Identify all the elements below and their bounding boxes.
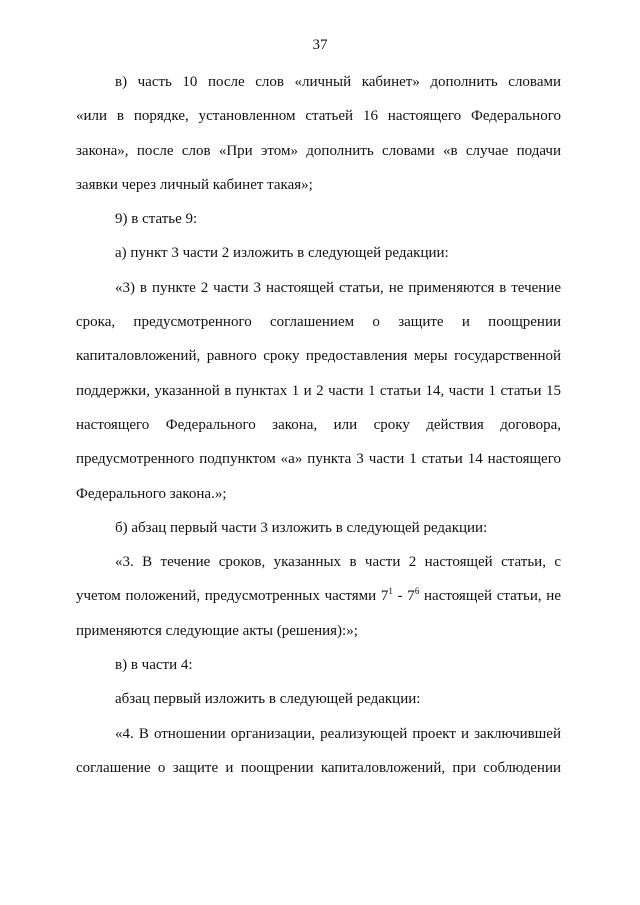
text-line: поддержки, указанной в пунктах 1 и 2 части 1 статьи 14, части 1 статьи 15 bbox=[76, 382, 561, 399]
text-segment: учетом положений, предусмотренных частями 7 bbox=[76, 588, 389, 605]
text-line: настоящего Федерального закона, или сроку действия договора, bbox=[76, 416, 561, 433]
text-line: 9) в статье 9: bbox=[115, 211, 198, 228]
text-segment: настоящей статьи, не bbox=[419, 588, 561, 605]
text-line-with-superscripts bbox=[76, 586, 561, 620]
text-line: применяются следующие акты (решения):»; bbox=[76, 622, 358, 639]
text-line: срока, предусмотренного соглашением о защите и поощрении bbox=[76, 314, 561, 331]
page-number: 37 bbox=[312, 37, 328, 53]
text-line: «3) в пункте 2 части 3 настоящей статьи, не применяются в течение bbox=[115, 279, 561, 296]
text-line: а) пункт 3 части 2 изложить в следующей редакции: bbox=[115, 245, 449, 262]
document-body bbox=[76, 72, 561, 792]
text-line: «4. В отношении организации, реализующей проект и заключившей bbox=[115, 725, 561, 742]
superscript: 1 bbox=[388, 586, 393, 597]
text-line: в) в части 4: bbox=[115, 657, 193, 674]
text-line: закона», после слов «При этом» дополнить словами «в случае подачи bbox=[76, 142, 561, 159]
superscript: 6 bbox=[414, 586, 420, 597]
text-line: в) часть 10 после слов «личный кабинет» дополнить словами bbox=[115, 74, 561, 90]
text-line: б) абзац первый части 3 изложить в следующей редакции: bbox=[115, 519, 488, 536]
text-line: «3. В течение сроков, указанных в части 2 настоящей статьи, с bbox=[115, 554, 561, 571]
text-line: Федерального закона.»; bbox=[76, 485, 227, 502]
text-line: заявки через личный кабинет такая»; bbox=[76, 176, 313, 193]
text-line: абзац первый изложить в следующей редакции: bbox=[115, 691, 421, 708]
text-line: соглашение о защите и поощрении капиталовложений, при соблюдении bbox=[76, 759, 561, 776]
text-line: капиталовложений, равного сроку предоставления меры государственной bbox=[76, 348, 561, 365]
text-line: «или в порядке, установленном статьей 16 настоящего Федерального bbox=[76, 108, 561, 125]
text-segment: - 7 bbox=[392, 588, 415, 605]
text-line: предусмотренного подпунктом «а» пункта 3 части 1 статьи 14 настоящего bbox=[76, 451, 561, 468]
